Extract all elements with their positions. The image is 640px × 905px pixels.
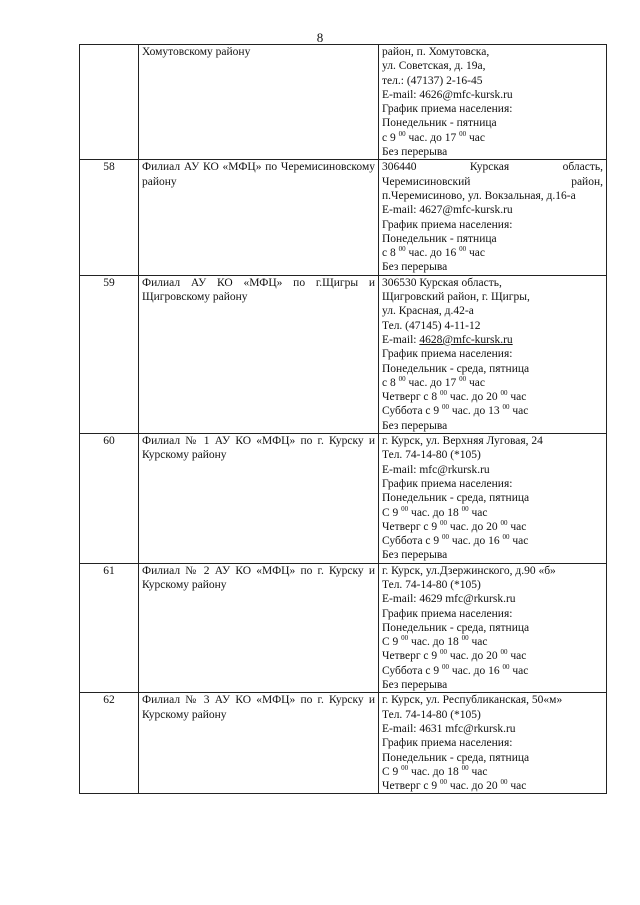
schedule-text: С 9 — [382, 636, 402, 649]
schedule-text: час. до 16 — [405, 247, 460, 260]
address-line: E-mail: 4628@mfc-kursk.ru — [382, 333, 513, 346]
minutes-superscript: 00 — [500, 519, 508, 527]
schedule-line — [382, 779, 603, 793]
minutes-superscript: 00 — [459, 130, 467, 138]
schedule-text: час. до 16 — [449, 664, 503, 677]
address-line: Тел. 74-14-80 (*105) — [382, 578, 481, 591]
schedule-line — [382, 765, 603, 779]
address-line: Понедельник - пятница — [382, 232, 497, 245]
row-number: 61 — [80, 563, 139, 693]
branch-name: Филиал АУ КО «МФЦ» по Черемисиновскому району — [139, 160, 379, 275]
table-row — [80, 160, 607, 275]
row-number: 62 — [80, 693, 139, 794]
address-line: E-mail: 4631 mfc@rkursk.ru — [382, 722, 516, 735]
address-line: тел.: (47137) 2-16-45 — [382, 74, 483, 87]
schedule-text: Четверг с 9 — [382, 650, 441, 663]
minutes-superscript: 00 — [461, 635, 469, 643]
minutes-superscript: 00 — [442, 404, 450, 412]
address-line: Понедельник - среда, пятница — [382, 621, 530, 634]
address-line: График приема населения: — [382, 103, 513, 116]
schedule-text: час — [507, 650, 527, 663]
address-line: График приема населения: — [382, 477, 513, 490]
schedule-text: час — [468, 636, 488, 649]
address-line: г. Курск, ул.Дзержинского, д.90 «б» — [382, 564, 556, 577]
branch-name: Филиал № 1 АУ КО «МФЦ» по г. Курску и Курскому району — [139, 434, 379, 564]
address-line: п.Черемисиново, ул. Вокзальная, д.16-а — [382, 189, 576, 202]
schedule-text: с 8 — [382, 247, 399, 260]
schedule-line — [382, 520, 603, 534]
minutes-superscript: 00 — [502, 404, 510, 412]
schedule-text: час. до 16 — [449, 535, 503, 548]
address-line: г. Курск, ул. Верхняя Луговая, 24 — [382, 435, 543, 448]
address-line: ул. Красная, д.42-а — [382, 305, 474, 318]
schedule-line — [382, 506, 603, 520]
address-line: График приема населения: — [382, 348, 513, 361]
minutes-superscript: 00 — [500, 390, 508, 398]
address-line: Понедельник - среда, пятница — [382, 492, 530, 505]
schedule-text: Четверг с 8 — [382, 391, 441, 404]
schedule-text: С 9 — [382, 506, 402, 519]
address-line — [382, 160, 603, 174]
break-note: Без перерыва — [382, 419, 448, 432]
email-link[interactable]: 4628@mfc-kursk.ru — [419, 333, 513, 346]
address-line: E-mail: mfc@rkursk.ru — [382, 463, 490, 476]
schedule-text: час — [468, 506, 488, 519]
minutes-superscript: 00 — [398, 130, 406, 138]
minutes-superscript: 00 — [440, 779, 448, 787]
schedule-text: час. до 17 — [405, 131, 460, 144]
address-line: ул. Советская, д. 19а, — [382, 60, 486, 73]
branch-name: Филиал № 2 АУ КО «МФЦ» по г. Курску и Курскому району — [139, 563, 379, 693]
address-word: 306440 — [382, 161, 417, 174]
schedule-text: Суббота с 9 — [382, 664, 443, 677]
schedule-text: час. до 20 — [447, 780, 501, 793]
address-line: График приема населения: — [382, 737, 513, 750]
address-line: Понедельник - среда, пятница — [382, 751, 530, 764]
schedule-text: Четверг с 9 — [382, 520, 441, 533]
branch-name: Филиал № 3 АУ КО «МФЦ» по г. Курску и Курскому району — [139, 693, 379, 794]
schedule-text: час — [466, 131, 485, 144]
schedule-text: Суббота с 9 — [382, 405, 443, 418]
schedule-text: час. до 18 — [408, 506, 462, 519]
minutes-superscript: 00 — [459, 246, 467, 254]
minutes-superscript: 00 — [440, 649, 448, 657]
schedule-text: час — [468, 765, 488, 778]
address-line: График приема населения: — [382, 218, 513, 231]
address-line: район, п. Хомутовска, — [382, 46, 490, 58]
address-line: Понедельник - среда, пятница — [382, 362, 530, 375]
schedule-text: час. до 18 — [408, 636, 462, 649]
minutes-superscript: 00 — [442, 663, 450, 671]
schedule-text: час. до 13 — [449, 405, 503, 418]
branch-contacts — [379, 693, 607, 794]
break-note: Без перерыва — [382, 679, 448, 692]
schedule-text: час — [466, 376, 485, 389]
row-number: 60 — [80, 434, 139, 564]
schedule-line — [382, 635, 603, 649]
address-line: Тел. 74-14-80 (*105) — [382, 449, 481, 462]
table-row — [80, 275, 607, 433]
branch-contacts — [379, 563, 607, 693]
row-number: 59 — [80, 275, 139, 433]
schedule-text: час — [509, 535, 529, 548]
schedule-line — [382, 376, 603, 390]
branches-table — [79, 44, 607, 794]
minutes-superscript: 00 — [398, 375, 406, 383]
minutes-superscript: 00 — [440, 390, 448, 398]
schedule-text: час — [509, 405, 529, 418]
schedule-text: Четверг с 9 — [382, 780, 441, 793]
schedule-text: час. до 17 — [405, 376, 460, 389]
address-line: E-mail: 4626@mfc-kursk.ru — [382, 88, 513, 101]
table-row — [80, 693, 607, 794]
schedule-text: с 9 — [382, 131, 399, 144]
minutes-superscript: 00 — [401, 764, 409, 772]
minutes-superscript: 00 — [442, 534, 450, 542]
schedule-text: час — [466, 247, 485, 260]
table-row — [80, 45, 607, 160]
branch-contacts — [379, 160, 607, 275]
schedule-text: час. до 20 — [447, 391, 501, 404]
table-row — [80, 434, 607, 564]
minutes-superscript: 00 — [461, 764, 469, 772]
row-number: 58 — [80, 160, 139, 275]
branch-contacts — [379, 45, 607, 160]
schedule-text: час — [507, 780, 527, 793]
branch-contacts — [379, 275, 607, 433]
schedule-text: час. до 20 — [447, 650, 501, 663]
address-line: Тел. 74-14-80 (*105) — [382, 708, 481, 721]
minutes-superscript: 00 — [461, 505, 469, 513]
minutes-superscript: 00 — [459, 375, 467, 383]
address-line: 306530 Курская область, — [382, 276, 502, 289]
address-line: E-mail: 4629 mfc@rkursk.ru — [382, 593, 516, 606]
address-line: Тел. (47145) 4-11-12 — [382, 319, 481, 332]
address-word: Курская — [469, 161, 510, 174]
address-line: График приема населения: — [382, 607, 513, 620]
minutes-superscript: 00 — [401, 635, 409, 643]
schedule-text: час — [507, 391, 527, 404]
address-line: Понедельник - пятница — [382, 117, 497, 130]
address-word: Черемисиновский — [382, 175, 471, 188]
address-word: область, — [562, 161, 603, 174]
schedule-line — [382, 649, 603, 663]
schedule-text: час — [509, 664, 529, 677]
minutes-superscript: 00 — [500, 779, 508, 787]
schedule-text: час. до 20 — [447, 520, 501, 533]
schedule-line — [382, 131, 603, 145]
schedule-text: с 8 — [382, 376, 399, 389]
address-line — [382, 175, 603, 189]
branch-name: Хомутовскому району — [139, 45, 379, 160]
minutes-superscript: 00 — [500, 649, 508, 657]
schedule-text: Суббота с 9 — [382, 535, 443, 548]
break-note: Без перерыва — [382, 261, 448, 274]
minutes-superscript: 00 — [398, 246, 406, 254]
schedule-line — [382, 390, 603, 404]
address-word: район, — [571, 175, 603, 188]
break-note: Без перерыва — [382, 549, 448, 562]
minutes-superscript: 00 — [401, 505, 409, 513]
row-number — [80, 45, 139, 160]
page-number: 8 — [316, 30, 324, 45]
schedule-line — [382, 664, 603, 678]
schedule-text: С 9 — [382, 765, 402, 778]
address-line: Щигровский район, г. Щигры, — [382, 291, 530, 304]
break-note: Без перерыва — [382, 146, 448, 159]
schedule-text: час. до 18 — [408, 765, 462, 778]
minutes-superscript: 00 — [502, 663, 510, 671]
address-line: E-mail: 4627@mfc-kursk.ru — [382, 204, 513, 217]
schedule-text: час — [507, 520, 527, 533]
minutes-superscript: 00 — [440, 519, 448, 527]
schedule-line — [382, 246, 603, 260]
branch-name: Филиал АУ КО «МФЦ» по г.Щигры и Щигровскому району — [139, 275, 379, 433]
address-line: г. Курск, ул. Республиканская, 50«м» — [382, 694, 563, 707]
branch-contacts — [379, 434, 607, 564]
schedule-line — [382, 404, 603, 418]
schedule-line — [382, 534, 603, 548]
minutes-superscript: 00 — [502, 534, 510, 542]
table-row — [80, 563, 607, 693]
